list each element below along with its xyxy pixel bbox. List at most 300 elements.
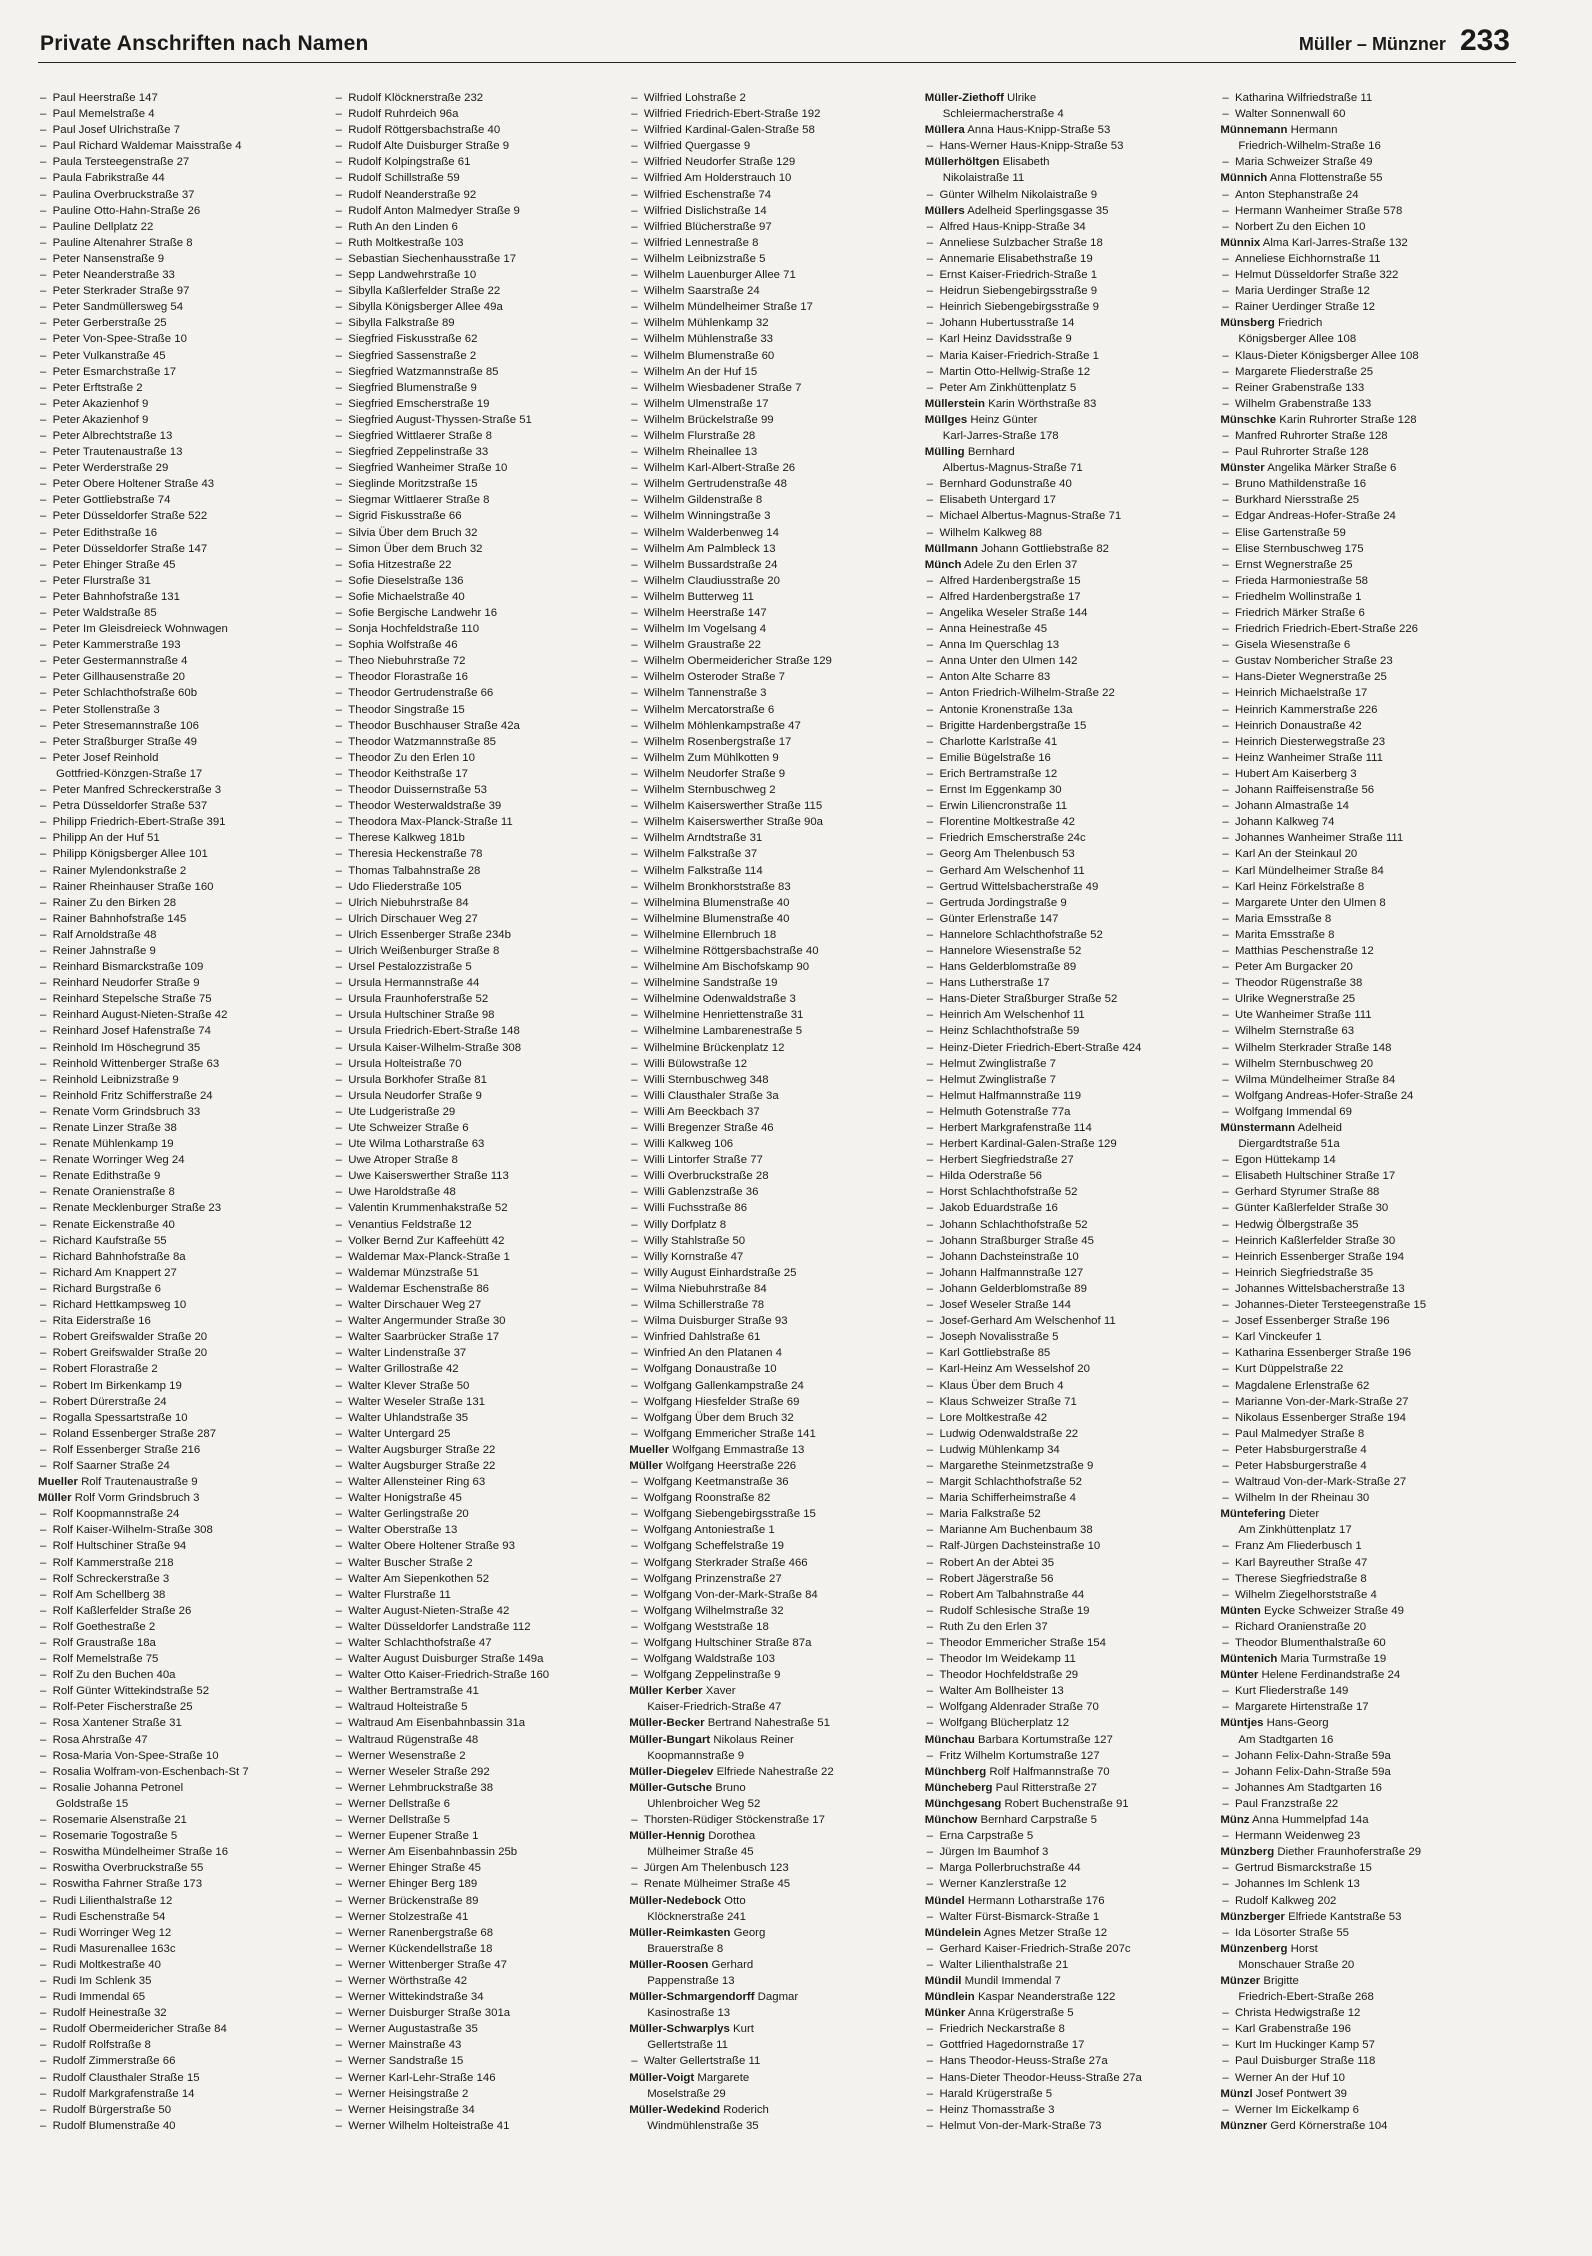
directory-entry: – Wilfried Lennestraße 8 <box>629 235 917 251</box>
directory-entry: – Theodor Im Weidekamp 11 <box>925 1651 1213 1667</box>
directory-entry: – Pauline Otto-Hahn-Straße 26 <box>38 203 326 219</box>
surname-entry <box>38 1490 326 1506</box>
directory-entry: – Siegfried Wanheimer Straße 10 <box>334 460 622 476</box>
directory-entry: – Peter Am Burgacker 20 <box>1220 959 1508 975</box>
surname-entry <box>925 1812 1213 1828</box>
directory-entry: – Peter Gillhausenstraße 20 <box>38 669 326 685</box>
directory-entry: – Wilhelm Rheinallee 13 <box>629 444 917 460</box>
directory-entry: – Wolfgang Siebengebirgsstraße 15 <box>629 1506 917 1522</box>
directory-entry: – Reiner Jahnstraße 9 <box>38 943 326 959</box>
directory-entry: – Uwe Atroper Straße 8 <box>334 1152 622 1168</box>
surname-entry <box>925 1893 1213 1909</box>
surname-entry <box>925 1973 1213 1989</box>
directory-entry: – Thorsten-Rüdiger Stöckenstraße 17 <box>629 1812 917 1828</box>
directory-entry: – Rainer Bahnhofstraße 145 <box>38 911 326 927</box>
directory-entry: – Walter Oberstraße 13 <box>334 1522 622 1538</box>
listing-columns <box>38 90 1516 2228</box>
surname: Müller Kerber <box>629 1685 703 1698</box>
directory-entry: – Walter Düsseldorfer Landstraße 112 <box>334 1619 622 1635</box>
directory-entry: – Erwin Liliencronstraße 11 <box>925 798 1213 814</box>
directory-entry: – Horst Schlachthofstraße 52 <box>925 1184 1213 1200</box>
entry-text: Karin Wörthstraße 83 <box>988 397 1097 410</box>
surname: Müller <box>629 1459 663 1472</box>
directory-entry: – Hermann Weidenweg 23 <box>1220 1828 1508 1844</box>
directory-entry: – Johannes Wittelsbacherstraße 13 <box>1220 1281 1508 1297</box>
directory-entry: – Erich Bertramstraße 12 <box>925 766 1213 782</box>
directory-entry: – Walter Honigstraße 45 <box>334 1490 622 1506</box>
directory-entry: – Udo Fliederstraße 105 <box>334 879 622 895</box>
directory-entry: – Michael Albertus-Magnus-Straße 71 <box>925 508 1213 524</box>
surname-entry <box>629 1925 917 1941</box>
entry-text: Rolf Vorm Grindsbruch 3 <box>74 1492 200 1505</box>
directory-entry: – Johann Raiffeisenstraße 56 <box>1220 782 1508 798</box>
surname: Münschke <box>1220 413 1277 426</box>
entry-text: Heinz Günter <box>970 413 1038 426</box>
surname: Mündlein <box>924 1991 975 2004</box>
directory-entry: – Werner Wilhelm Holteistraße 41 <box>334 2118 622 2134</box>
directory-entry: – Ruth Zu den Erlen 37 <box>925 1619 1213 1635</box>
directory-entry: – Theodor Duissernstraße 53 <box>334 782 622 798</box>
directory-entry: – Friedrich Emscherstraße 24c <box>925 830 1213 846</box>
address-continuation: Kaiser-Friedrich-Straße 47 <box>647 1701 782 1714</box>
directory-entry: – Theodor Zu den Erlen 10 <box>334 750 622 766</box>
directory-entry: – Peter Vulkanstraße 45 <box>38 348 326 364</box>
directory-entry: – Nikolaus Essenberger Straße 194 <box>1220 1410 1508 1426</box>
directory-entry: – Maria Emsstraße 8 <box>1220 911 1508 927</box>
surname-entry <box>925 1764 1213 1780</box>
directory-entry: – Friedrich Märker Straße 6 <box>1220 605 1508 621</box>
directory-entry: – Werner Lehmbruckstraße 38 <box>334 1780 622 1796</box>
surname: Münsberg <box>1220 317 1275 330</box>
surname-entry <box>629 1442 917 1458</box>
directory-entry: – Peter Esmarchstraße 17 <box>38 364 326 380</box>
column-5 <box>1220 90 1516 2228</box>
directory-entry: – Ulrich Niebuhrstraße 84 <box>334 895 622 911</box>
directory-entry: – Walter August Duisburger Straße 149a <box>334 1651 622 1667</box>
directory-entry: – Rudolf Schlesische Straße 19 <box>925 1603 1213 1619</box>
directory-entry: – Sepp Landwehrstraße 10 <box>334 267 622 283</box>
directory-entry: – Wilhelmine Röttgersbachstraße 40 <box>629 943 917 959</box>
directory-entry: – Burkhard Niersstraße 25 <box>1220 492 1508 508</box>
directory-entry: – Roswitha Fahrner Straße 173 <box>38 1876 326 1892</box>
surname: Müntjes <box>1220 1717 1264 1730</box>
directory-entry: – Ralf-Jürgen Dachsteinstraße 10 <box>925 1538 1213 1554</box>
directory-entry: – Sonja Hochfeldstraße 110 <box>334 621 622 637</box>
surname: Müllges <box>924 413 968 426</box>
entry-text: Friedrich <box>1277 317 1323 330</box>
directory-entry: – Werner Dellstraße 6 <box>334 1796 622 1812</box>
directory-entry: – Karl Heinz Davidsstraße 9 <box>925 331 1213 347</box>
directory-entry: – Walter Fürst-Bismarck-Straße 1 <box>925 1909 1213 1925</box>
entry-text: Angelika Märker Straße 6 <box>1267 462 1397 475</box>
directory-entry: – Hans Theodor-Heuss-Straße 27a <box>925 2053 1213 2069</box>
directory-entry: – Richard Oranienstraße 20 <box>1220 1619 1508 1635</box>
directory-entry: – Winfried An den Platanen 4 <box>629 1345 917 1361</box>
entry-text: Paul Ritterstraße 27 <box>995 1781 1097 1794</box>
surname-entry <box>925 2005 1213 2021</box>
directory-entry: – Jakob Eduardstraße 16 <box>925 1200 1213 1216</box>
directory-entry: – Alfred Hardenbergstraße 15 <box>925 573 1213 589</box>
surname-entry <box>1220 412 1508 428</box>
directory-entry: – Rudi Worringer Weg 12 <box>38 1925 326 1941</box>
directory-entry: – Waldemar Eschenstraße 86 <box>334 1281 622 1297</box>
directory-entry: – Martin Otto-Hellwig-Straße 12 <box>925 364 1213 380</box>
directory-entry: – Manfred Ruhrorter Straße 128 <box>1220 428 1508 444</box>
directory-entry: – Walter Gellertstraße 11 <box>629 2053 917 2069</box>
directory-entry: – Anton Alte Scharre 83 <box>925 669 1213 685</box>
directory-entry: – Klaus-Dieter Königsberger Allee 108 <box>1220 348 1508 364</box>
directory-entry: – Gottfried Hagedornstraße 17 <box>925 2037 1213 2053</box>
directory-entry: – Wilfried Dislichstraße 14 <box>629 203 917 219</box>
directory-entry: – Willi Bülowstraße 12 <box>629 1056 917 1072</box>
address-continuation: Friedrich-Ebert-Straße 268 <box>1238 1991 1374 2004</box>
entry-text: Elisabeth <box>1002 156 1050 169</box>
directory-entry: – Peter Manfred Schreckerstraße 3 <box>38 782 326 798</box>
directory-entry: – Rolf Günter Wittekindstraße 52 <box>38 1683 326 1699</box>
surname-entry <box>629 2102 917 2118</box>
surname-entry <box>1220 1651 1508 1667</box>
directory-entry: – Sofie Dieselstraße 136 <box>334 573 622 589</box>
surname-entry <box>1220 1909 1508 1925</box>
directory-entry: – Wolfgang Von-der-Mark-Straße 84 <box>629 1587 917 1603</box>
directory-entry: – Siegfried August-Thyssen-Straße 51 <box>334 412 622 428</box>
directory-entry: – Silvia Über dem Bruch 32 <box>334 525 622 541</box>
directory-entry: – Brigitte Hardenbergstraße 15 <box>925 718 1213 734</box>
directory-entry: – Wilhelm Falkstraße 114 <box>629 863 917 879</box>
directory-entry: – Wolfgang Andreas-Hofer-Straße 24 <box>1220 1088 1508 1104</box>
directory-entry: – Günter Erlenstraße 147 <box>925 911 1213 927</box>
directory-entry: – Paul Memelstraße 4 <box>38 106 326 122</box>
directory-entry: – Heinrich Essenberger Straße 194 <box>1220 1249 1508 1265</box>
directory-entry: – Wilhelm Mühlenkamp 32 <box>629 315 917 331</box>
directory-entry: – Walter Saarbrücker Straße 17 <box>334 1329 622 1345</box>
directory-entry: – Willi Fuchsstraße 86 <box>629 1200 917 1216</box>
directory-entry: – Rosa Xantener Straße 31 <box>38 1715 326 1731</box>
directory-entry: – Sofia Hitzestraße 22 <box>334 557 622 573</box>
entry-text: Otto <box>724 1894 746 1907</box>
directory-entry: – Robert An der Abtei 35 <box>925 1555 1213 1571</box>
directory-entry: – Jürgen Im Baumhof 3 <box>925 1844 1213 1860</box>
directory-entry: – Rudolf Röttgersbachstraße 40 <box>334 122 622 138</box>
directory-entry: – Heidrun Siebengebirgsstraße 9 <box>925 283 1213 299</box>
directory-entry: – Gerhard Am Welschenhof 11 <box>925 863 1213 879</box>
directory-entry: – Rudolf Kalkweg 202 <box>1220 1893 1508 1909</box>
directory-entry: – Robert Florastraße 2 <box>38 1361 326 1377</box>
surname-entry <box>629 2021 917 2037</box>
directory-entry: – Wilma Niebuhrstraße 84 <box>629 1281 917 1297</box>
directory-entry: – Waldemar Münzstraße 51 <box>334 1265 622 1281</box>
directory-entry: – Rolf Kaiser-Wilhelm-Straße 308 <box>38 1522 326 1538</box>
directory-entry: – Renate Vorm Grindsbruch 33 <box>38 1104 326 1120</box>
directory-entry: – Ursula Fraunhoferstraße 52 <box>334 991 622 1007</box>
directory-entry: – Peter Düsseldorfer Straße 147 <box>38 541 326 557</box>
directory-entry: – Rudolf Klöcknerstraße 232 <box>334 90 622 106</box>
directory-entry: – Werner Eupener Straße 1 <box>334 1828 622 1844</box>
directory-entry: – Wilhelm Mercatorstraße 6 <box>629 702 917 718</box>
directory-entry: – Wilhelm Ulmenstraße 17 <box>629 396 917 412</box>
entry-text: Elfriede Kantstraße 53 <box>1288 1910 1402 1923</box>
surname-entry <box>629 1715 917 1731</box>
directory-entry: – Peter Josef Reinhold <box>38 750 326 766</box>
address-continuation: Schleiermacherstraße 4 <box>942 108 1064 121</box>
directory-entry: – Wilhelmine Odenwaldstraße 3 <box>629 991 917 1007</box>
directory-entry: – Peter Habsburgerstraße 4 <box>1220 1442 1508 1458</box>
directory-entry: – Wilhelm Ziegelhorststraße 4 <box>1220 1587 1508 1603</box>
directory-entry: – Richard Kaufstraße 55 <box>38 1233 326 1249</box>
directory-entry: – Siegfried Wittlaerer Straße 8 <box>334 428 622 444</box>
directory-entry: – Rolf-Peter Fischerstraße 25 <box>38 1699 326 1715</box>
directory-entry: – Renate Oranienstraße 8 <box>38 1184 326 1200</box>
entry-text: Robert Buchenstraße 91 <box>1004 1797 1129 1810</box>
directory-entry: – Peter Gottliebstraße 74 <box>38 492 326 508</box>
directory-entry: – Franz Am Fliederbusch 1 <box>1220 1538 1508 1554</box>
directory-entry: – Pauline Dellplatz 22 <box>38 219 326 235</box>
directory-entry: – Maria Falkstraße 52 <box>925 1506 1213 1522</box>
directory-entry: – Werner Heisingstraße 2 <box>334 2086 622 2102</box>
directory-entry: – Theresia Heckenstraße 78 <box>334 846 622 862</box>
directory-entry: – Walther Bertramstraße 41 <box>334 1683 622 1699</box>
entry-text: Dieter <box>1288 1508 1320 1521</box>
directory-entry: – Margarete Unter den Ulmen 8 <box>1220 895 1508 911</box>
directory-entry: – Rudolf Rolfstraße 8 <box>38 2037 326 2053</box>
directory-entry: – Reinhard August-Nieten-Straße 42 <box>38 1007 326 1023</box>
directory-entry: – Wilhelmine Blumenstraße 40 <box>629 911 917 927</box>
surname-entry <box>629 1828 917 1844</box>
directory-entry: – Josef-Gerhard Am Welschenhof 11 <box>925 1313 1213 1329</box>
directory-entry: – Rolf Graustraße 18a <box>38 1635 326 1651</box>
directory-entry: – Helmut Zwinglistraße 7 <box>925 1056 1213 1072</box>
column-3 <box>629 90 925 2228</box>
directory-entry: – Wilhelm Tannenstraße 3 <box>629 685 917 701</box>
entry-text: Eycke Schweizer Straße 49 <box>1264 1604 1404 1617</box>
directory-entry: – Werner Ehinger Straße 45 <box>334 1860 622 1876</box>
directory-entry: – Frieda Harmoniestraße 58 <box>1220 573 1508 589</box>
directory-entry: – Rolf Memelstraße 75 <box>38 1651 326 1667</box>
surname-entry <box>629 1989 917 2005</box>
surname: Müllera <box>924 124 965 137</box>
directory-entry: – Wilhelm Winningstraße 3 <box>629 508 917 524</box>
surname-entry <box>925 412 1213 428</box>
directory-entry: – Gertruda Jordingstraße 9 <box>925 895 1213 911</box>
directory-entry: – Theo Niebuhrstraße 72 <box>334 653 622 669</box>
directory-entry: – Rogalla Spessartstraße 10 <box>38 1410 326 1426</box>
directory-entry: – Hans-Dieter Theodor-Heuss-Straße 27a <box>925 2070 1213 2086</box>
address-continuation: Pappenstraße 13 <box>647 1974 735 1987</box>
directory-entry: – Werner Ranenbergstraße 68 <box>334 1925 622 1941</box>
directory-entry: – Siegfried Zeppelinstraße 33 <box>334 444 622 460</box>
directory-entry: – Willi Bregenzer Straße 46 <box>629 1120 917 1136</box>
directory-entry: – Wilhelm An der Huf 15 <box>629 364 917 380</box>
directory-entry: – Elise Sternbuschweg 175 <box>1220 541 1508 557</box>
directory-entry: – Wolfgang Scheffelstraße 19 <box>629 1538 917 1554</box>
entry-text: Wolfgang Heerstraße 226 <box>665 1459 797 1472</box>
directory-entry: – Therese Siegfriedstraße 8 <box>1220 1571 1508 1587</box>
directory-entry: – Theodor Westerwaldstraße 39 <box>334 798 622 814</box>
surname: Münzl <box>1220 2087 1253 2100</box>
directory-entry: – Antonie Kronenstraße 13a <box>925 702 1213 718</box>
directory-entry: – Magdalene Erlenstraße 62 <box>1220 1378 1508 1394</box>
address-continuation: Brauerstraße 8 <box>647 1942 724 1955</box>
directory-entry: – Erna Carpstraße 5 <box>925 1828 1213 1844</box>
directory-entry: – Klaus Über dem Bruch 4 <box>925 1378 1213 1394</box>
directory-entry: – Renate Worringer Weg 24 <box>38 1152 326 1168</box>
entry-text: Mundil Immendal 7 <box>964 1974 1061 1987</box>
directory-entry: – Margarethe Steinmetzstraße 9 <box>925 1458 1213 1474</box>
directory-entry: – Walter Weseler Straße 131 <box>334 1394 622 1410</box>
directory-entry: – Heinrich Donaustraße 42 <box>1220 718 1508 734</box>
directory-entry: – Wilhelm Blumenstraße 60 <box>629 348 917 364</box>
surname: Müntenich <box>1220 1653 1278 1666</box>
directory-entry: – Willi Lintorfer Straße 77 <box>629 1152 917 1168</box>
directory-entry: – Wilhelm Sternbuschweg 2 <box>629 782 917 798</box>
directory-entry: – Werner Karl-Lehr-Straße 146 <box>334 2070 622 2086</box>
entry-text: Bruno <box>715 1781 746 1794</box>
entry-text: Roderich <box>723 2103 769 2116</box>
surname-entry <box>38 1474 326 1490</box>
directory-entry: – Wilhelm Lauenburger Allee 71 <box>629 267 917 283</box>
directory-entry: – Katharina Wilfriedstraße 11 <box>1220 90 1508 106</box>
directory-entry: – Walter Sonnenwall 60 <box>1220 106 1508 122</box>
surname: Münten <box>1220 1604 1261 1617</box>
directory-entry: – Willi Kalkweg 106 <box>629 1136 917 1152</box>
directory-entry: – Rolf Koopmannstraße 24 <box>38 1506 326 1522</box>
surname-entry <box>1220 1667 1508 1683</box>
directory-entry: – Werner Wittekindstraße 34 <box>334 1989 622 2005</box>
directory-entry: – Herbert Siegfriedstraße 27 <box>925 1152 1213 1168</box>
directory-entry: – Ursula Holteistraße 70 <box>334 1056 622 1072</box>
directory-entry: – Wilhelm Arndtstraße 31 <box>629 830 917 846</box>
directory-entry: – Heinrich Am Welschenhof 11 <box>925 1007 1213 1023</box>
surname-entry <box>1220 460 1508 476</box>
directory-entry: – Wilfried Kardinal-Galen-Straße 58 <box>629 122 917 138</box>
directory-entry: – Wilhelm Karl-Albert-Straße 26 <box>629 460 917 476</box>
directory-entry: – Wilhelm Rosenbergstraße 17 <box>629 734 917 750</box>
directory-entry: – Reinhold Leibnizstraße 9 <box>38 1072 326 1088</box>
directory-entry: – Ulrich Weißenburger Straße 8 <box>334 943 622 959</box>
directory-entry: – Ute Schweizer Straße 6 <box>334 1120 622 1136</box>
directory-entry: – Anneliese Sulzbacher Straße 18 <box>925 235 1213 251</box>
directory-entry: – Rudolf Markgrafenstraße 14 <box>38 2086 326 2102</box>
directory-entry: – Johannes Wanheimer Straße 111 <box>1220 830 1508 846</box>
directory-entry: – Heinrich Siebengebirgsstraße 9 <box>925 299 1213 315</box>
directory-entry: – Paula Fabrikstraße 44 <box>38 170 326 186</box>
directory-entry: – Kurt Im Huckinger Kamp 57 <box>1220 2037 1508 2053</box>
directory-entry: – Waltraud Von-der-Mark-Straße 27 <box>1220 1474 1508 1490</box>
directory-entry: – Karl Vinckeufer 1 <box>1220 1329 1508 1345</box>
surname: Müller <box>38 1492 72 1505</box>
directory-entry: – Edgar Andreas-Hofer-Straße 24 <box>1220 508 1508 524</box>
directory-entry: – Wilhelmine Sandstraße 19 <box>629 975 917 991</box>
directory-entry: – Robert Greifswalder Straße 20 <box>38 1329 326 1345</box>
directory-entry: – Johann Schlachthofstraße 52 <box>925 1217 1213 1233</box>
entry-text: Gerhard <box>711 1958 754 1971</box>
directory-entry: – Wilhelmine Henriettenstraße 31 <box>629 1007 917 1023</box>
directory-entry: – Reinhard Stepelsche Straße 75 <box>38 991 326 1007</box>
directory-entry: – Ralf Arnoldstraße 48 <box>38 927 326 943</box>
directory-entry: – Marianne Am Buchenbaum 38 <box>925 1522 1213 1538</box>
surname-entry <box>925 154 1213 170</box>
directory-entry: – Willi Gablenzstraße 36 <box>629 1184 917 1200</box>
surname-entry <box>1220 235 1508 251</box>
directory-entry: – Anton Friedrich-Wilhelm-Straße 22 <box>925 685 1213 701</box>
surname: Münchau <box>924 1733 975 1746</box>
directory-entry: – Wilhelm Sternstraße 63 <box>1220 1023 1508 1039</box>
surname: Münzer <box>1220 1974 1261 1987</box>
directory-entry: – Reinhard Josef Hafenstraße 74 <box>38 1023 326 1039</box>
directory-entry: – Rudi Masurenallee 163c <box>38 1941 326 1957</box>
directory-entry: – Volker Bernd Zur Kaffeehütt 42 <box>334 1233 622 1249</box>
directory-entry: – Rosa Ahrstraße 47 <box>38 1732 326 1748</box>
directory-entry: – Rudolf Neanderstraße 92 <box>334 187 622 203</box>
directory-entry: – Sofie Michaelstraße 40 <box>334 589 622 605</box>
directory-entry: – Reinhard Neudorfer Straße 9 <box>38 975 326 991</box>
directory-entry: – Gertrud Bismarckstraße 15 <box>1220 1860 1508 1876</box>
address-continuation: Karl-Jarres-Straße 178 <box>942 429 1059 442</box>
directory-entry: – Wolfgang Roonstraße 82 <box>629 1490 917 1506</box>
address-continuation: Windmühlenstraße 35 <box>647 2119 759 2132</box>
directory-entry: – Walter Augsburger Straße 22 <box>334 1458 622 1474</box>
directory-entry: – Heinz Wanheimer Straße 111 <box>1220 750 1508 766</box>
directory-entry: – Pauline Altenahrer Straße 8 <box>38 235 326 251</box>
directory-entry: – Paul Heerstraße 147 <box>38 90 326 106</box>
page-number: 233 <box>1459 24 1510 57</box>
entry-text: Wolfgang Emmastraße 13 <box>672 1443 805 1456</box>
directory-entry: – Paulina Overbruckstraße 37 <box>38 187 326 203</box>
surname: Müller-Ziethoff <box>924 92 1004 104</box>
surname: Münchgesang <box>924 1797 1002 1810</box>
directory-entry: – Elisabeth Hultschiner Straße 17 <box>1220 1168 1508 1184</box>
directory-entry: – Johann Felix-Dahn-Straße 59a <box>1220 1748 1508 1764</box>
directory-entry: – Theodor Emmericher Straße 154 <box>925 1635 1213 1651</box>
directory-entry: – Wilma Schillerstraße 78 <box>629 1297 917 1313</box>
surname: Müller-Nedebock <box>629 1894 721 1907</box>
address-continuation: Koopmannstraße 9 <box>647 1749 745 1762</box>
directory-entry: – Rudi Im Schlenk 35 <box>38 1973 326 1989</box>
surname-entry <box>925 444 1213 460</box>
directory-entry: – Wolfgang Aldenrader Straße 70 <box>925 1699 1213 1715</box>
directory-entry: – Herbert Markgrafenstraße 114 <box>925 1120 1213 1136</box>
surname: Müller-Voigt <box>629 2071 695 2084</box>
directory-entry: – Gertrud Wittelsbacherstraße 49 <box>925 879 1213 895</box>
directory-entry: – Ruth An den Linden 6 <box>334 219 622 235</box>
surname: Mueller <box>38 1476 78 1489</box>
directory-entry: – Ursula Kaiser-Wilhelm-Straße 308 <box>334 1040 622 1056</box>
surname-entry <box>1220 1506 1508 1522</box>
directory-entry: – Peter Akazienhof 9 <box>38 412 326 428</box>
address-continuation: Nikolaistraße 11 <box>942 172 1025 185</box>
directory-entry: – Ludwig Mühlenkamp 34 <box>925 1442 1213 1458</box>
directory-entry: – Hannelore Schlachthofstraße 52 <box>925 927 1213 943</box>
directory-entry: – Marianne Von-der-Mark-Straße 27 <box>1220 1394 1508 1410</box>
directory-entry: – Rosemarie Alsenstraße 21 <box>38 1812 326 1828</box>
directory-entry: – Philipp Königsberger Allee 101 <box>38 846 326 862</box>
entry-text: Johann Gottliebstraße 82 <box>981 542 1110 555</box>
surname: Müller-Schmargendorff <box>629 1991 755 2004</box>
directory-entry: – Klaus Schweizer Straße 71 <box>925 1394 1213 1410</box>
surname-entry <box>925 1780 1213 1796</box>
address-continuation: Mülheimer Straße 45 <box>647 1846 754 1859</box>
directory-entry: – Herbert Kardinal-Galen-Straße 129 <box>925 1136 1213 1152</box>
directory-entry: – Wilhelmine Am Bischofskamp 90 <box>629 959 917 975</box>
directory-entry: – Peter Schlachthofstraße 60b <box>38 685 326 701</box>
directory-entry: – Wilhelm Gildenstraße 8 <box>629 492 917 508</box>
entry-text: Dagmar <box>757 1991 799 2004</box>
directory-entry: – Uwe Kaiserswerther Straße 113 <box>334 1168 622 1184</box>
directory-entry: – Wolfgang Waldstraße 103 <box>629 1651 917 1667</box>
surname: Münnich <box>1220 172 1268 185</box>
directory-entry: – Robert Dürerstraße 24 <box>38 1394 326 1410</box>
directory-entry: – Anton Stephanstraße 24 <box>1220 187 1508 203</box>
